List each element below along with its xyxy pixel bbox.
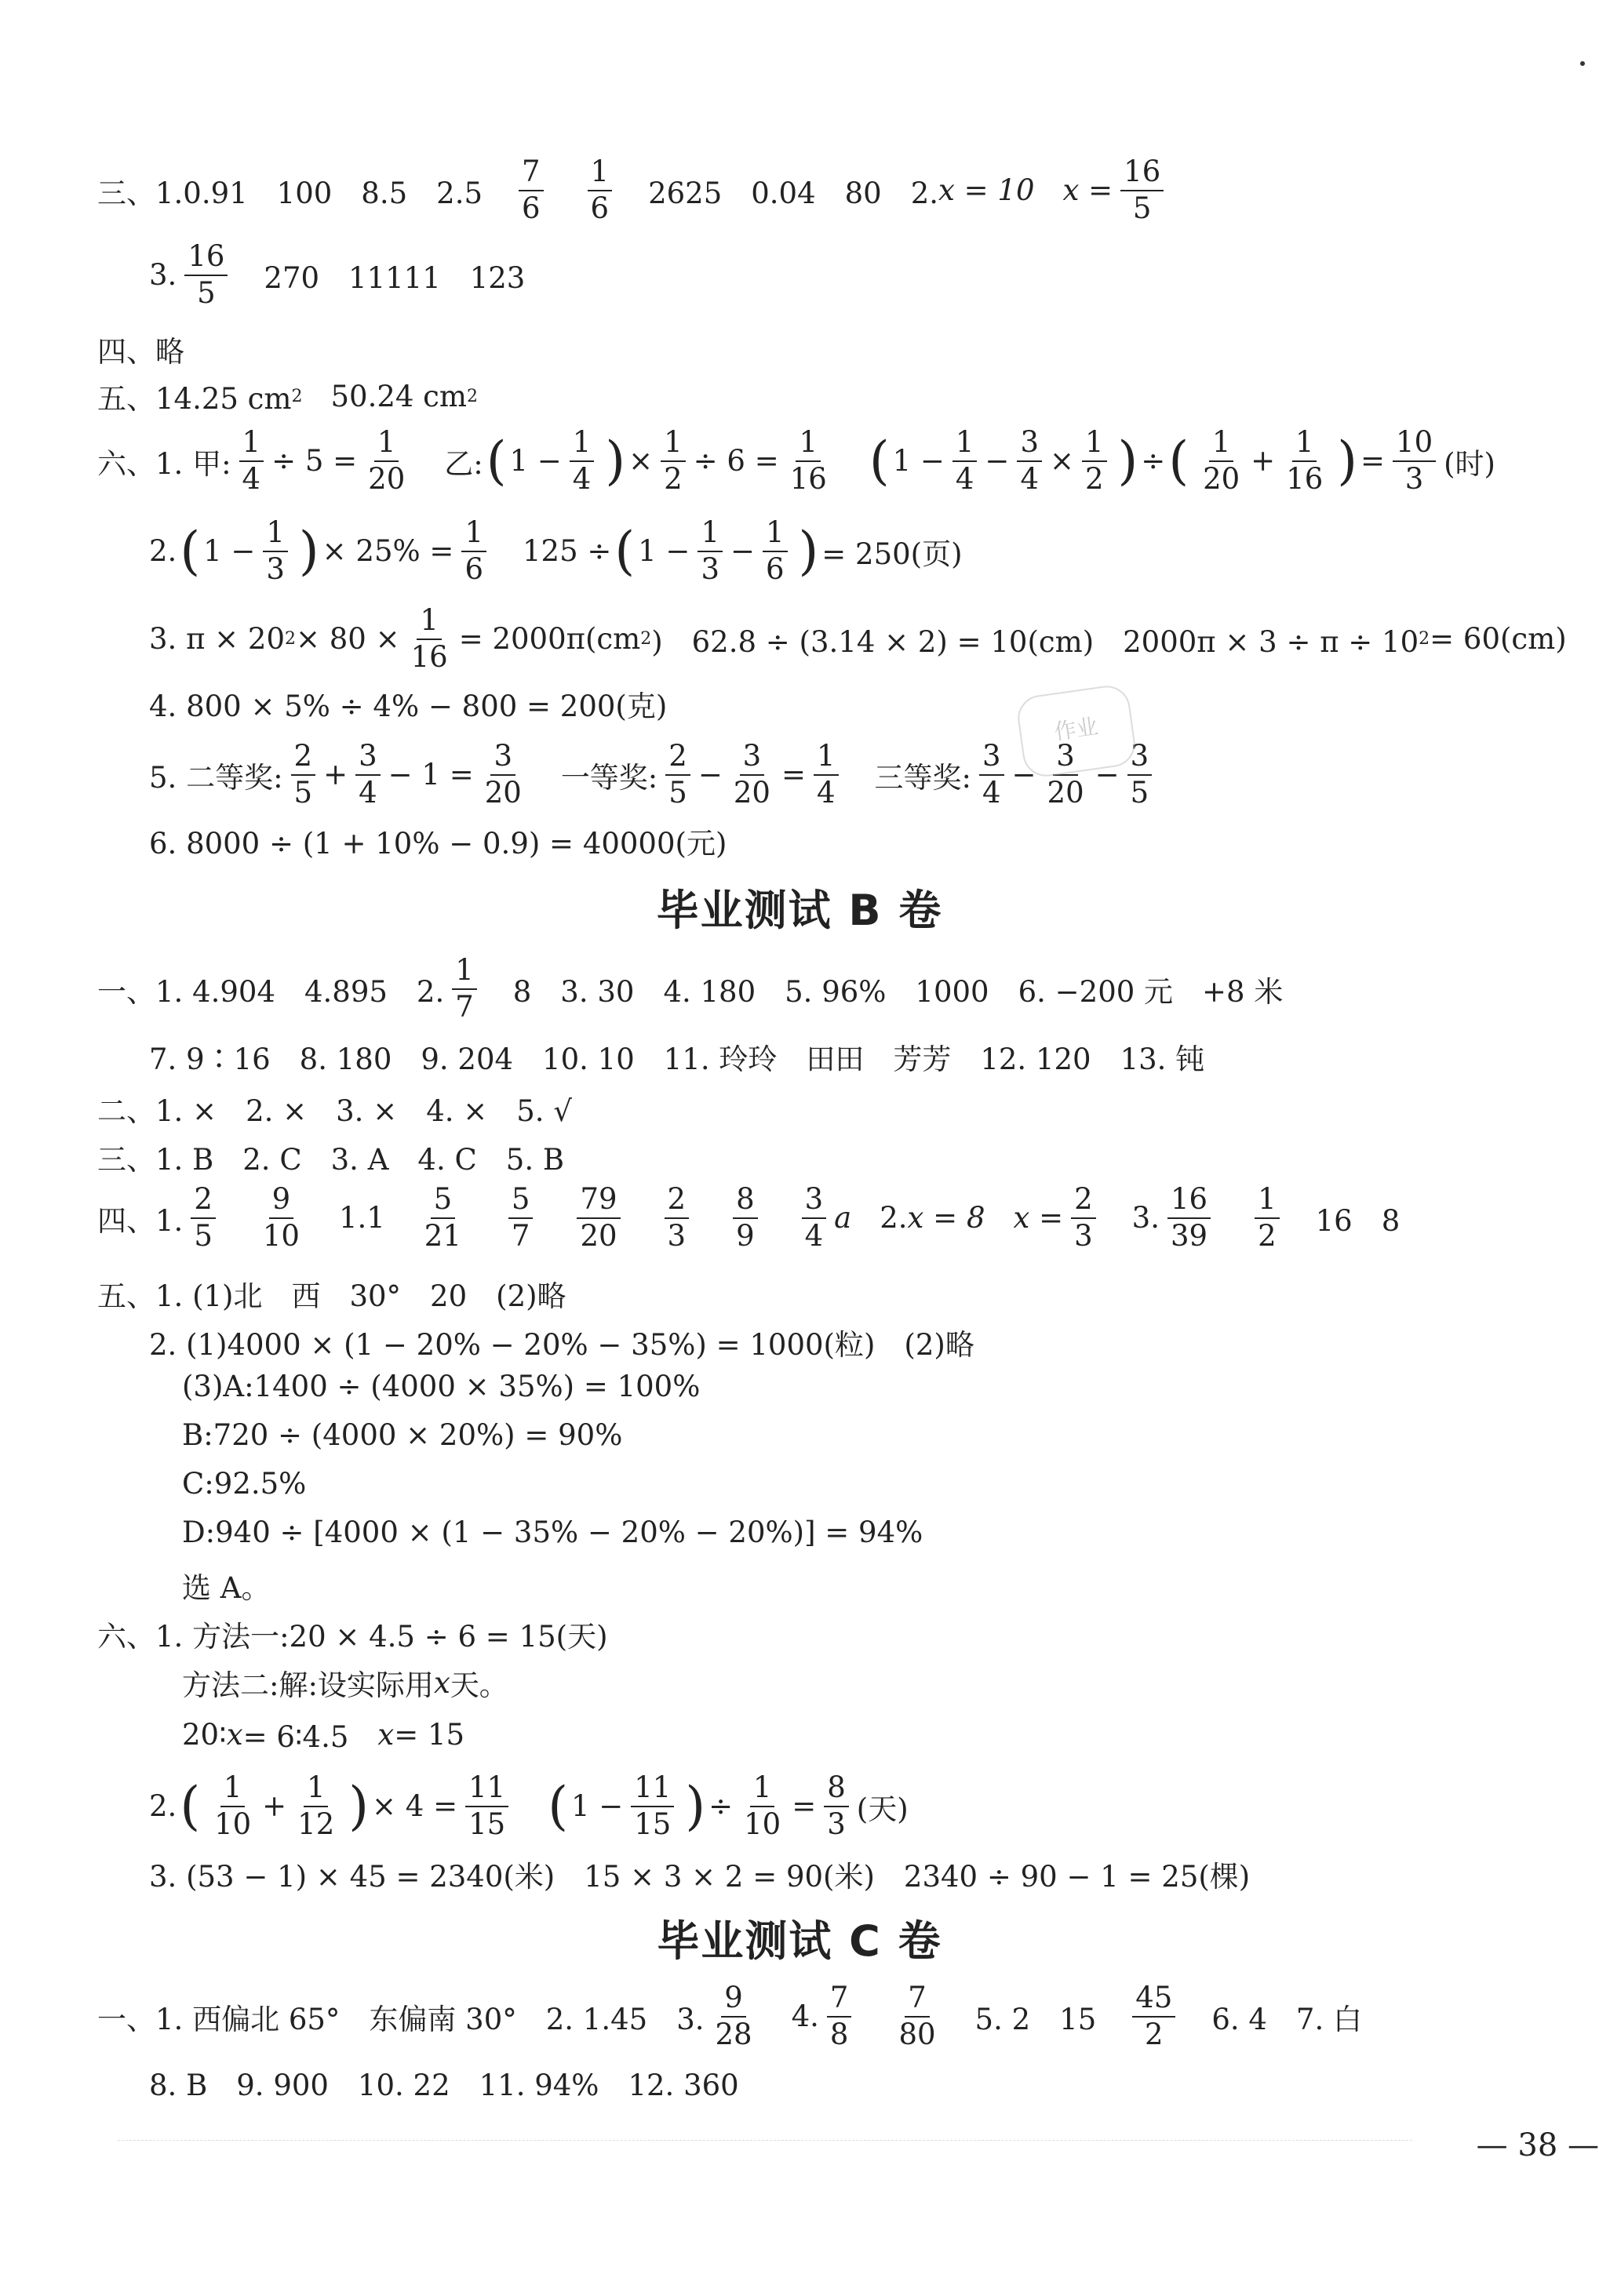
fraction: $\frac{16}{5}$ [184,242,228,309]
corner-dot [1580,61,1585,66]
answer-line-b-liu-1b: 方法二:解:设实际用 x 天。 [182,1665,508,1702]
answer-line-san-1: 三、1.0.91 100 8.5 2.5 $\frac{7}{6}$ $\frac{1}{6}$ 2625 0.04 80 2. x = 10 x = $\frac{16}{5}$ [97,157,1171,224]
answer-line-c-yi-2: 8. B 9. 900 10. 22 11. 94% 12. 360 [149,2069,739,2102]
answer-line-b-wu-4: B:720 ÷ (4000 × 20%) = 90% [182,1418,623,1452]
answer-line-b-wu-7: 选 A。 [182,1571,271,1605]
answer-line-liu-5: 5. 二等奖: $\frac{2}{5}$ + $\frac{3}{4}$ − 1 = $\frac{3}{20}$ 一等奖: $\frac{2}{5}$ − $\frac{3}{20}$ = $\frac{1}{4}$ 三等奖: $\frac{3}{4}$ − $\frac{3}{20}$ − $\frac{3}{5}$ [149,741,1160,809]
answer-line-liu-2: 2. ( 1 − $\frac{1}{3}$ ) × 25% = $\frac{1}{6}$ 125 ÷ ( 1 − $\frac{1}{3}$ − $\frac{1}{6}$ ) = 250(页) [149,515,963,586]
fraction: $\frac{1}{6}$ [588,157,613,224]
heading-test-b: 毕业测试 B 卷 [656,886,943,935]
page-number: — 38 — [1476,2127,1599,2163]
answer-line-liu-1: 六、1. 甲: $\frac{1}{4}$ ÷ 5 = $\frac{1}{20}$ 乙: ( 1 − $\frac{1}{4}$ ) × $\frac{1}{2}$ ÷ 6 = $\frac{1}{16}$ ( 1 − $\frac{1}{4}$ − $\frac{3}{4}$ × $\frac{1}{2}$ ) ÷ ( $\frac{1}{20}$ + $\frac{1}{16}$ ) = $\frac{10}{3}$ (时) [97,425,1495,496]
answer-line-b-san: 三、1. B 2. C 3. A 4. C 5. B [97,1143,565,1177]
answer-line-b-yi-2: 7. 9∶16 8. 180 9. 204 10. 10 11. 玲玲 田田 芳芳 12. 120 13. 钝 [149,1042,1205,1076]
answer-line-b-liu-3: 3. (53 − 1) × 45 = 2340(米) 15 × 3 × 2 = 90(米) 2340 ÷ 90 − 1 = 25(棵) [149,1860,1251,1894]
answer-line-liu-4: 4. 800 × 5% ÷ 4% − 800 = 200(克) [149,690,668,723]
answer-line-b-wu-6: D:940 ÷ [4000 × (1 − 35% − 20% − 20%)] = 94% [182,1516,923,1549]
answer-line-b-wu-2: 2. (1)4000 × (1 − 20% − 20% − 35%) = 1000(粒) (2)略 [149,1328,974,1362]
answer-line-b-wu-1: 五、1. (1)北 西 30° 20 (2)略 [97,1279,566,1313]
answer-line-liu-6: 6. 8000 ÷ (1 + 10% − 0.9) = 40000(元) [149,827,727,861]
answer-line-b-er: 二、1. × 2. × 3. × 4. × 5. √ [97,1094,572,1128]
stamp-logo: 作业 [1014,682,1138,779]
answer-line-liu-3: 3. π × 20 2 × 80 × $\frac{1}{16}$ = 2000π(cm 2 ) 62.8 ÷ (3.14 × 2) = 10(cm) 2000π × 3 ÷ π ÷ 10 2 = 60(cm) [149,603,1567,674]
answer-line-wu: 五、14.25 cm 2 50.24 cm 2 [97,379,478,416]
footer-divider [118,2140,1412,2141]
answer-line-b-liu-2: 2. ( $\frac{1}{10}$ + $\frac{1}{12}$ ) × 4 = $\frac{11}{15}$ ( 1 − $\frac{11}{15}$ ) ÷ $\frac{1}{10}$ = $\frac{8}{3}$ (天) [149,1770,909,1841]
answer-line-b-liu-1c: 20∶ x = 6∶4.5 x = 15 [182,1717,465,1754]
fraction: $\frac{7}{6}$ [519,157,544,224]
answer-line-b-wu-5: C:92.5% [182,1467,307,1501]
answer-line-si: 四、略 [97,335,184,369]
heading-test-c: 毕业测试 C 卷 [657,1916,942,1966]
answer-line-c-yi-1: 一、1. 西偏北 65° 东偏南 30° 2. 1.45 3. $\frac{9}{28}$ 4. $\frac{7}{8}$ $\frac{7}{80}$ 5. 2 15 $\frac{45}{2}$ 6. 4 7. 白 [97,1981,1362,2051]
fraction: $\frac{16}{5}$ [1120,157,1164,224]
answer-line-b-wu-3: (3)A:1400 ÷ (4000 × 35%) = 100% [182,1370,701,1403]
answer-line-b-yi-1: 一、1. 4.904 4.895 2. $\frac{1}{7}$ 8 3. 30 4. 180 5. 96% 1000 6. −200 元 +8 米 [97,953,1284,1024]
answer-line-b-si: 四、1. $\frac{2}{5}$ $\frac{9}{10}$ 1.1 $\frac{5}{21}$ $\frac{5}{7}$ $\frac{79}{20}$ $\frac{2}{3}$ $\frac{8}{9}$ $\frac{3}{4}$ a 2. x = 8 x = $\frac{2}{3}$ 3. $\frac{16}{39}$ $\frac{1}{2}$ 16 8 [97,1182,1400,1253]
answer-line-b-liu-1: 六、1. 方法一:20 × 4.5 ÷ 6 = 15(天) [97,1620,608,1654]
answer-line-san-2: 3. $\frac{16}{5}$ 270 11111 123 [149,239,526,310]
